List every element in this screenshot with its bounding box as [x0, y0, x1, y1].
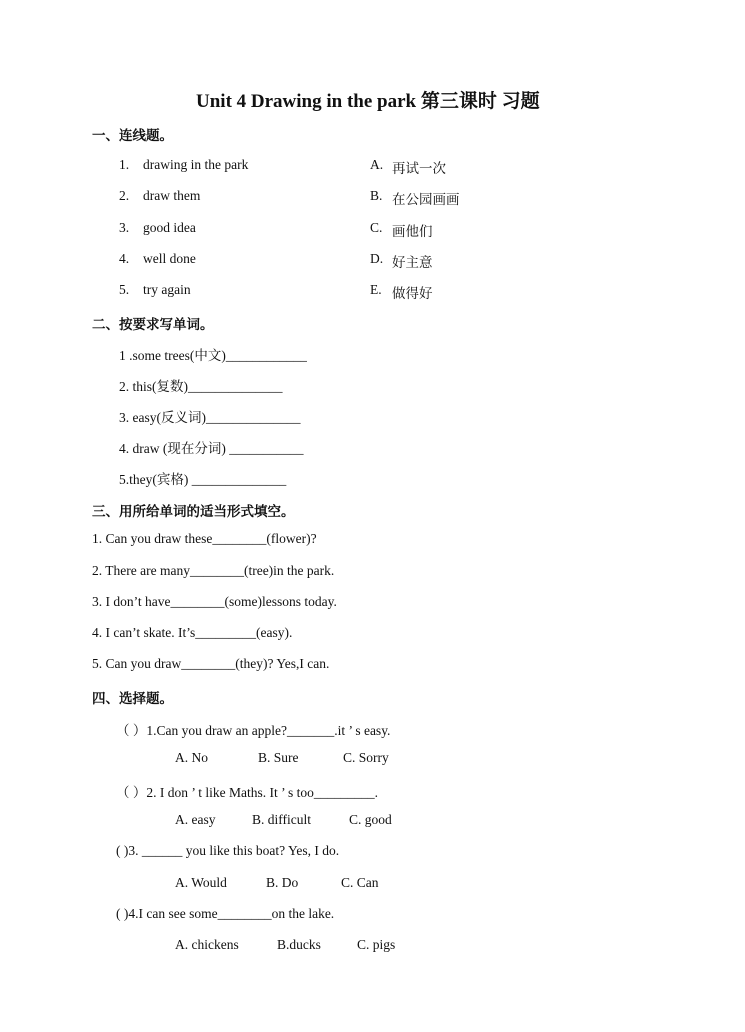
section3-heading: 三、用所给单词的适当形式填空。 [92, 504, 295, 519]
right-item-letter: C. [370, 220, 383, 235]
option: C. pigs [357, 937, 396, 952]
left-item-text: drawing in the park [143, 157, 249, 172]
left-item-num: 2. [119, 188, 130, 203]
question-stem: ( )4.I can see some________on the lake. [116, 906, 335, 921]
page-title: Unit 4 Drawing in the park 第三课时 习题 [196, 91, 540, 112]
section1-heading: 一、连线题。 [92, 128, 173, 143]
word-item: 4. draw (现在分词) ___________ [119, 441, 304, 456]
question-stem: （ ）1.Can you draw an apple?_______.it ’ s easy. [116, 723, 391, 738]
option: B. difficult [252, 812, 311, 827]
right-item-text: 再试一次 [392, 161, 446, 176]
option: C. good [349, 812, 392, 827]
option: B. Sure [258, 750, 299, 765]
word-item: 1 .some trees(中文)____________ [119, 348, 307, 363]
fill-item: 5. Can you draw________(they)? Yes,I can. [92, 656, 330, 671]
right-item-letter: A. [370, 157, 384, 172]
option: A. Would [175, 875, 227, 890]
section4-heading: 四、选择题。 [92, 691, 173, 706]
fill-item: 1. Can you draw these________(flower)? [92, 531, 317, 546]
section2-heading: 二、按要求写单词。 [92, 317, 214, 332]
fill-item: 4. I can’t skate. It’s_________(easy). [92, 625, 293, 640]
right-item-text: 好主意 [392, 255, 433, 270]
word-item: 3. easy(反义词)______________ [119, 410, 301, 425]
question-stem: ( )3. ______ you like this boat? Yes, I do. [116, 843, 340, 858]
option: C. Sorry [343, 750, 389, 765]
left-item-text: good idea [143, 220, 196, 235]
left-item-num: 3. [119, 220, 130, 235]
right-item-text: 画他们 [392, 224, 433, 239]
right-item-text: 在公园画画 [392, 192, 460, 207]
option: B.ducks [277, 937, 321, 952]
word-item: 2. this(复数)______________ [119, 379, 283, 394]
left-item-num: 4. [119, 251, 130, 266]
left-item-text: draw them [143, 188, 201, 203]
word-item: 5.they(宾格) ______________ [119, 472, 287, 487]
option: A. No [175, 750, 208, 765]
option: B. Do [266, 875, 299, 890]
option: A. chickens [175, 937, 239, 952]
left-item-text: well done [143, 251, 196, 266]
right-item-letter: B. [370, 188, 383, 203]
right-item-text: 做得好 [392, 286, 433, 301]
right-item-letter: D. [370, 251, 384, 266]
right-item-letter: E. [370, 282, 382, 297]
fill-item: 3. I don’t have________(some)lessons today. [92, 594, 337, 609]
option: A. easy [175, 812, 216, 827]
left-item-num: 5. [119, 282, 130, 297]
left-item-text: try again [143, 282, 191, 297]
option: C. Can [341, 875, 379, 890]
question-stem: （ ）2. I don ’ t like Maths. It ’ s too_________. [116, 785, 378, 800]
left-item-num: 1. [119, 157, 130, 172]
fill-item: 2. There are many________(tree)in the park. [92, 563, 335, 578]
